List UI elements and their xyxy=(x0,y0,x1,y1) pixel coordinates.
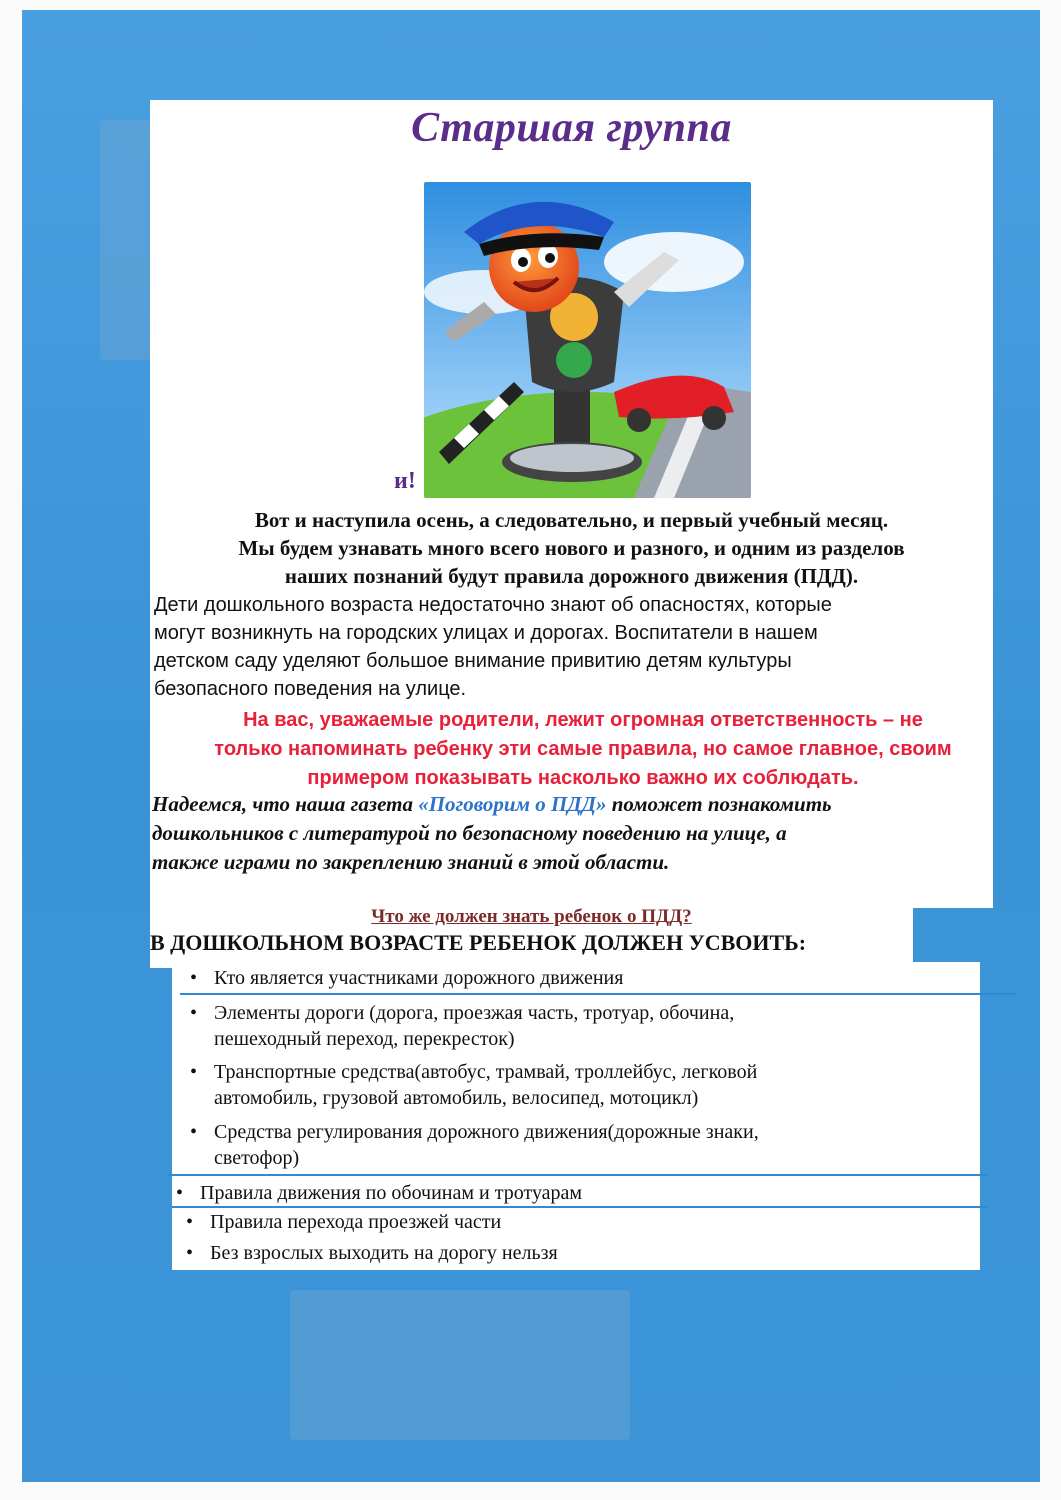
bullet-icon: • xyxy=(186,1211,194,1233)
paragraph-line: Дети дошкольного возраста недостаточно знают об опасностях, которые xyxy=(154,594,832,616)
parents-note-line: только напоминать ребенку эти самые правила, но самое главное, своим xyxy=(214,738,952,760)
divider-line xyxy=(168,1174,988,1176)
bullet-icon: • xyxy=(176,1182,184,1204)
exclamation-text: и! xyxy=(394,468,416,494)
parents-note-line: примером показывать насколько важно их соблюдать. xyxy=(307,767,859,789)
list-item-text: Кто является участниками дорожного движения xyxy=(214,967,624,989)
newspaper-name: «Поговорим о ПДД» xyxy=(418,792,607,816)
paragraph-line: безопасного поведения на улице. xyxy=(154,678,467,700)
list-item xyxy=(186,1240,558,1266)
paragraph-line: детском саду уделяют большое внимание привитию детям культуры xyxy=(154,650,792,672)
newspaper-paragraph xyxy=(152,790,992,877)
traffic-light-character-icon xyxy=(424,182,751,498)
list-item-text: автомобиль, грузовой автомобиль, велосипед, мотоцикл) xyxy=(214,1087,699,1109)
list-item xyxy=(176,1180,582,1206)
list-item-text: Транспортные средства(автобус, трамвай, троллейбус, легковой xyxy=(214,1061,758,1083)
list-item-text: Правила перехода проезжей части xyxy=(210,1211,502,1233)
list-item-text: Элементы дороги (дорога, проезжая часть, тротуар, обочина, xyxy=(214,1002,735,1024)
section-heading: В ДОШКОЛЬНОМ ВОЗРАСТЕ РЕБЕНОК ДОЛЖЕН УСВОИТЬ: xyxy=(150,930,807,955)
bullet-icon: • xyxy=(186,1242,194,1264)
body-paragraph xyxy=(154,591,934,703)
list-item xyxy=(190,965,623,991)
list-item-text: Правила движения по обочинам и тротуарам xyxy=(200,1182,583,1204)
paragraph-line: могут возникнуть на городских улицах и дорогах. Воспитатели в нашем xyxy=(154,622,818,644)
list-item xyxy=(186,1209,501,1235)
newspaper-text: поможет познакомить xyxy=(606,792,832,816)
divider-line xyxy=(180,993,1016,995)
section-question: Что же должен знать ребенок о ПДД? xyxy=(371,906,692,927)
list-item xyxy=(190,1119,759,1171)
list-item-text: Средства регулирования дорожного движения(дорожные знаки, xyxy=(214,1121,759,1143)
background-ghost-image xyxy=(100,120,150,360)
page-title: Старшая группа xyxy=(411,105,732,151)
lead-line: Вот и наступила осень, а следовательно, и первый учебный месяц. xyxy=(254,508,889,532)
lead-line: Мы будем узнавать много всего нового и разного, и одним из разделов xyxy=(238,536,905,560)
divider-line xyxy=(172,1206,988,1208)
list-item xyxy=(190,1059,757,1111)
newspaper-line xyxy=(152,790,992,819)
parents-note-line: На вас, уважаемые родители, лежит огромная ответственность – не xyxy=(243,709,923,731)
newspaper-line: дошкольников с литературой по безопасному поведению на улице, а xyxy=(152,821,787,845)
lead-paragraph xyxy=(150,506,993,590)
list-item xyxy=(190,1000,734,1052)
newspaper-line: также играми по закреплению знаний в этой области. xyxy=(152,850,670,874)
lead-line: наших познаний будут правила дорожного движения (ПДД). xyxy=(284,564,859,588)
bullet-icon: • xyxy=(190,1061,198,1083)
list-item-text: Без взрослых выходить на дорогу нельзя xyxy=(210,1242,558,1264)
bullet-icon: • xyxy=(190,1002,198,1024)
list-item-text: пешеходный переход, перекресток) xyxy=(214,1028,515,1050)
newspaper-text: Надеемся, что наша газета xyxy=(152,792,419,816)
parents-note xyxy=(150,706,1016,793)
bullet-icon: • xyxy=(190,967,198,989)
list-item-text: светофор) xyxy=(214,1147,300,1169)
bullet-icon: • xyxy=(190,1121,198,1143)
background-ghost-image xyxy=(290,1290,630,1440)
